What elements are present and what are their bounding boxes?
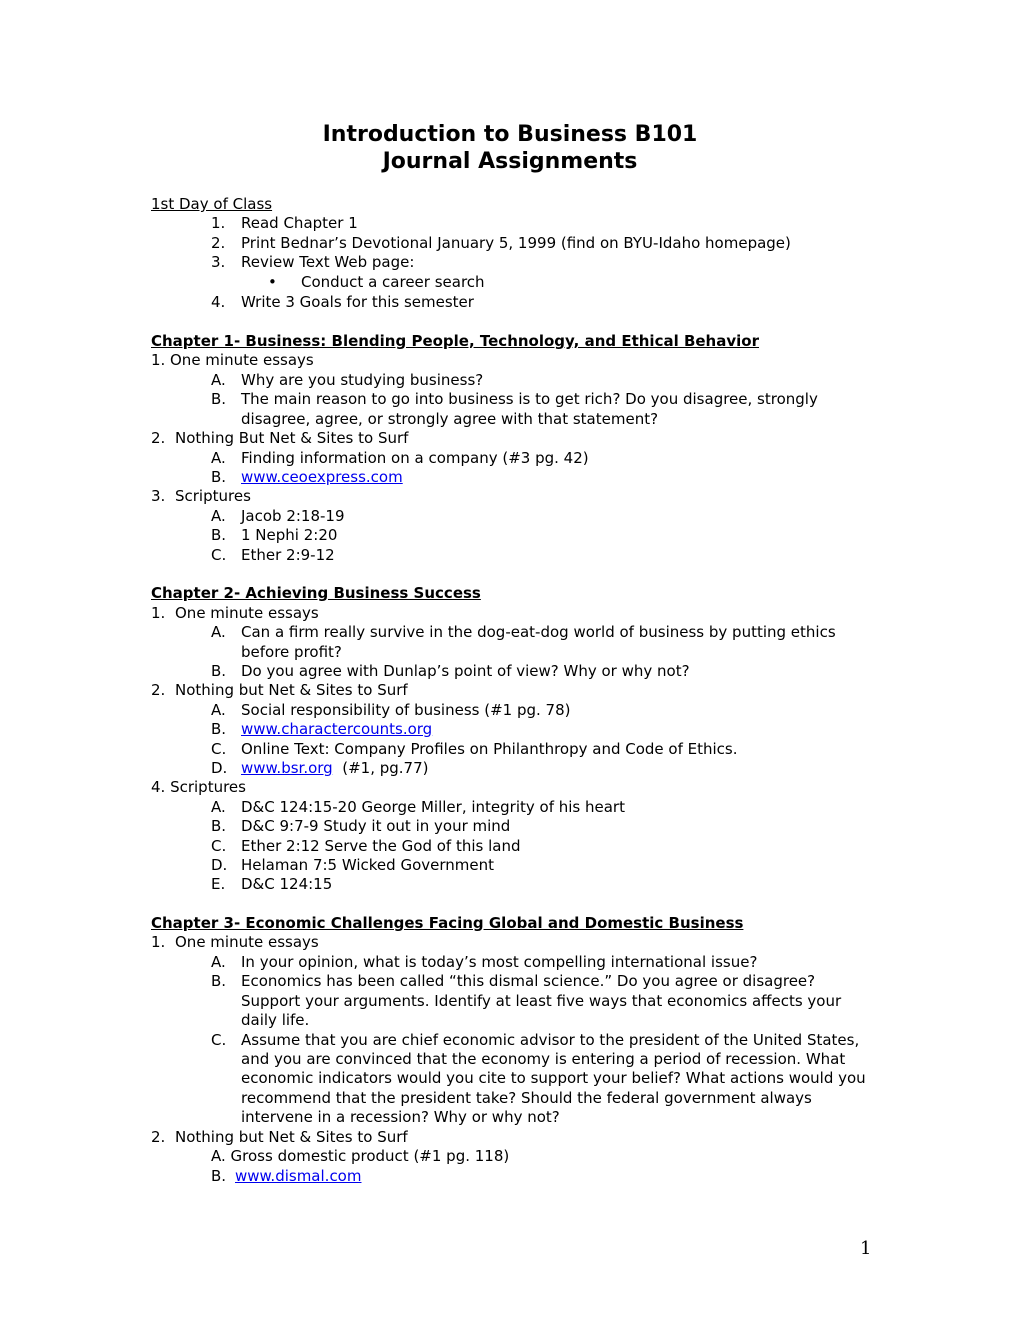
list-item: A. Gross domestic product (#1 pg. 118) bbox=[211, 1147, 510, 1165]
list-marker: A. bbox=[211, 798, 226, 816]
list-item: One minute essays bbox=[175, 604, 319, 622]
list-item: In your opinion, what is today’s most compelling international issue? bbox=[241, 953, 758, 971]
chapter-2-heading: Chapter 2- Achieving Business Success bbox=[151, 584, 481, 602]
list-item: Print Bednar’s Devotional January 5, 1999 (find on BYU-Idaho homepage) bbox=[241, 234, 791, 252]
list-marker: C. bbox=[211, 837, 227, 855]
list-marker: A. bbox=[211, 449, 226, 467]
title-line-2: Journal Assignments bbox=[382, 149, 638, 174]
list-marker: 4. bbox=[211, 293, 226, 311]
charactercounts-link[interactable]: www.charactercounts.org bbox=[241, 720, 433, 738]
list-marker: 3. bbox=[151, 487, 166, 505]
list-item-continued: disagree, agree, or strongly agree with that statement? bbox=[241, 410, 659, 428]
list-marker: 1. bbox=[151, 604, 166, 622]
list-item: Why are you studying business? bbox=[241, 371, 484, 389]
list-item: Nothing but Net & Sites to Surf bbox=[175, 1128, 408, 1146]
list-item: Can a firm really survive in the dog-eat-dog world of business by putting ethics bbox=[241, 623, 836, 641]
list-item: Ether 2:9-12 bbox=[241, 546, 335, 564]
list-marker: 1. bbox=[211, 214, 226, 232]
list-item: One minute essays bbox=[170, 351, 314, 369]
list-item: The main reason to go into business is to get rich? Do you disagree, strongly bbox=[241, 390, 818, 408]
list-marker: A. bbox=[211, 507, 226, 525]
list-item: D&C 124:15 bbox=[241, 875, 333, 893]
list-item: Scriptures bbox=[175, 487, 251, 505]
list-marker: 2. bbox=[151, 1128, 166, 1146]
list-marker: B. bbox=[211, 720, 227, 738]
bsr-link[interactable]: www.bsr.org bbox=[241, 759, 333, 777]
page-number: 1 bbox=[860, 1238, 872, 1259]
list-item: Nothing But Net & Sites to Surf bbox=[175, 429, 409, 447]
list-item-continued: daily life. bbox=[241, 1011, 310, 1029]
list-marker: B. bbox=[211, 1167, 227, 1185]
list-marker: 3. bbox=[211, 253, 226, 271]
list-item: Helaman 7:5 Wicked Government bbox=[241, 856, 494, 874]
list-marker: 1. bbox=[151, 351, 166, 369]
list-item: D&C 9:7-9 Study it out in your mind bbox=[241, 817, 511, 835]
list-item-continued: economic indicators would you cite to support your belief? What actions would you bbox=[241, 1069, 866, 1087]
list-marker: A. bbox=[211, 623, 226, 641]
list-item: Social responsibility of business (#1 pg. 78) bbox=[241, 701, 571, 719]
list-item: Conduct a career search bbox=[301, 273, 485, 291]
list-item: Read Chapter 1 bbox=[241, 214, 358, 232]
list-marker: D. bbox=[211, 759, 228, 777]
list-item: Economics has been called “this dismal science.” Do you agree or disagree? bbox=[241, 972, 816, 990]
list-item: D&C 124:15-20 George Miller, integrity of his heart bbox=[241, 798, 625, 816]
list-item: Review Text Web page: bbox=[241, 253, 415, 271]
bsr-reference: (#1, pg.77) bbox=[332, 759, 429, 777]
list-item: Finding information on a company (#3 pg. 42) bbox=[241, 449, 589, 467]
list-marker: C. bbox=[211, 740, 227, 758]
list-item-continued: intervene in a recession? Why or why not? bbox=[241, 1108, 560, 1126]
list-marker: B. bbox=[211, 526, 227, 544]
list-item-continued: and you are convinced that the economy is entering a period of recession. What bbox=[241, 1050, 846, 1068]
list-marker: B. bbox=[211, 817, 227, 835]
list-item-continued: Support your arguments. Identify at least five ways that economics affects your bbox=[241, 992, 842, 1010]
list-item: One minute essays bbox=[175, 933, 319, 951]
title-line-1: Introduction to Business B101 bbox=[322, 122, 698, 147]
list-marker: A. bbox=[211, 371, 226, 389]
list-marker: D. bbox=[211, 856, 228, 874]
bullet-icon: • bbox=[268, 273, 277, 291]
list-item-continued: before profit? bbox=[241, 643, 342, 661]
list-marker: 2. bbox=[151, 681, 166, 699]
section-heading-first-day: 1st Day of Class bbox=[151, 195, 273, 213]
list-marker: B. bbox=[211, 390, 227, 408]
list-item-continued: recommend that the president take? Should the federal government always bbox=[241, 1089, 812, 1107]
list-item: 4. Scriptures bbox=[151, 778, 246, 796]
list-marker: A. bbox=[211, 701, 226, 719]
dismal-link[interactable]: www.dismal.com bbox=[235, 1167, 362, 1185]
list-item: 1 Nephi 2:20 bbox=[241, 526, 338, 544]
list-item: Jacob 2:18-19 bbox=[241, 507, 345, 525]
chapter-3-heading: Chapter 3- Economic Challenges Facing Global and Domestic Business bbox=[151, 914, 744, 932]
ceoexpress-link[interactable]: www.ceoexpress.com bbox=[241, 468, 403, 486]
list-marker: E. bbox=[211, 875, 226, 893]
list-item: Do you agree with Dunlap’s point of view? Why or why not? bbox=[241, 662, 690, 680]
list-marker: B. bbox=[211, 468, 227, 486]
list-marker: A. bbox=[211, 953, 226, 971]
chapter-1-heading: Chapter 1- Business: Blending People, Technology, and Ethical Behavior bbox=[151, 332, 759, 350]
list-item: Ether 2:12 Serve the God of this land bbox=[241, 837, 521, 855]
list-marker: B. bbox=[211, 662, 227, 680]
list-item: Online Text: Company Profiles on Philanthropy and Code of Ethics. bbox=[241, 740, 738, 758]
list-marker: C. bbox=[211, 1031, 227, 1049]
list-item: Nothing but Net & Sites to Surf bbox=[175, 681, 408, 699]
list-item: Assume that you are chief economic advisor to the president of the United States, bbox=[241, 1031, 860, 1049]
list-item bbox=[241, 759, 429, 779]
list-marker: 1. bbox=[151, 933, 166, 951]
list-marker: 2. bbox=[151, 429, 166, 447]
list-marker: 2. bbox=[211, 234, 226, 252]
list-marker: B. bbox=[211, 972, 227, 990]
list-marker: C. bbox=[211, 546, 227, 564]
list-item: Write 3 Goals for this semester bbox=[241, 293, 474, 311]
